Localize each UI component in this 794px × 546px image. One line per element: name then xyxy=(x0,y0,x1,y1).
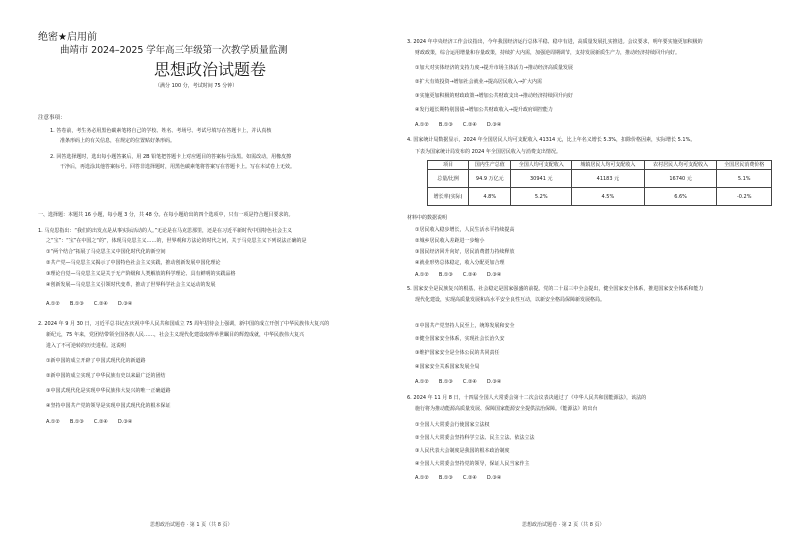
table-header-cell: 城镇居民人均可支配收入 xyxy=(572,161,645,170)
q3-stem-2: 财政政策，综合运用增量和存量政策，持续扩大内需，加强逆周期调节，支持发展新质生产力，推动经济持续回升向好。 xyxy=(415,50,681,56)
q3-choice-3: ③实施更加积极的财政政策→增加公共财政支出→推动经济持续回升向好 xyxy=(415,93,573,99)
q2-choice-3: ③中国式现代化是实现中华民族伟大复兴的唯一正确道路 xyxy=(46,388,171,394)
secret-label: 绝密★启用前 xyxy=(38,32,97,43)
q1-choice-1: ②共产党—马克思主义揭示了中国特色社会主义实践，推动创新发展中国化理论 xyxy=(46,260,221,266)
page-2 xyxy=(397,0,794,546)
score-note: （满分 100 分，考试时间 75 分钟） xyxy=(155,83,238,89)
q4-stem-1: 4. 国家统计局数据显示，2024 年全国居民人均可支配收入 41314 元，比上年名义增长 5.3%，扣除价格因素，实际增长 5.1%。 xyxy=(407,137,696,143)
q1-stem-3: ①“两个结合”拓展了马克思主义中国化时代化的新空间 xyxy=(46,249,166,255)
table-cell: 30941 元 xyxy=(511,170,572,188)
table-cell: 5.1% xyxy=(717,170,772,188)
q5-choice-4: ④国家安全关系国家发展全局 xyxy=(415,364,480,370)
table-cell: 5.2% xyxy=(511,188,572,206)
q4-choice-2: ②城乡居民收入差距进一步缩小 xyxy=(415,238,485,244)
table-header-cell: 项目 xyxy=(428,161,469,170)
table-header-cell: 农村居民人均可支配收入 xyxy=(644,161,717,170)
table-cell: 增长率(实际) xyxy=(428,188,469,206)
q2-choice-2: ②新中国的成立实现了中华民族有史以来最广泛的团结 xyxy=(46,373,166,379)
table-cell: 4.5% xyxy=(572,188,645,206)
q2-stem-2: 新纪元，75 年来，党团结带领全国各族人民……，社会主义现代化建设取得举世瞩目的辉煌成就，中华民族伟大复兴 xyxy=(46,332,304,338)
table-cell: -0.2% xyxy=(717,188,772,206)
q2-options: A.①② B.①③ C.②④ D.③④ xyxy=(46,419,133,425)
q2-choice-1: ①新中国的成立开辟了中国式现代化的新道路 xyxy=(46,358,146,364)
table-row xyxy=(428,188,772,206)
note-1-line-1: 1. 答卷前，考生务必用黑色碳素笔将自己的学校、姓名、考场号、考试号填写在答题卡上，并认真核 xyxy=(50,128,272,134)
q3-choice-2: ②扩大有效投资→增加社会就业→提高居民收入→扩大内需 xyxy=(415,79,543,85)
q5-choice-3: ③维护国家安全是全体公民的共同责任 xyxy=(415,350,500,356)
footer-page-1: 思想政治试题卷 · 第 1 页（共 8 页） xyxy=(150,522,233,528)
footer-page-2: 思想政治试题卷 · 第 2 页（共 8 页） xyxy=(522,522,605,528)
table-header-cell: 国内生产总值 xyxy=(469,161,511,170)
table-header-row xyxy=(428,161,772,170)
note-2-line-1: 2. 回答选择题时，选出每小题答案后，用 2B 铅笔把答题卡上对应题目的答案标号涂黑。如需改动，用橡皮擦 xyxy=(50,154,292,160)
subject-title: 思想政治试题卷 xyxy=(154,60,267,79)
q2-stem-3: 进入了不可逆转的历史进程。这说明 xyxy=(46,343,127,349)
q1-choice-3: ④创新发展—马克思主义引领时代变革，推动了世界科学社会主义运动的发展 xyxy=(46,282,216,288)
q6-choice-3: ③人民代表大会制度是我国的根本政治制度 xyxy=(415,448,510,454)
q3-options: A.①② B.①③ C.②④ D.③④ xyxy=(415,122,502,128)
q6-stem-1: 6. 2024 年 11 月 8 日，十四届全国人大常委会第十二次会议表决通过了《中华人民共和国能源法》，该法的 xyxy=(407,395,647,401)
table-cell: 总量/比例 xyxy=(428,170,469,188)
q5-stem-1: 5. 国家安全是民族复兴的根基，社会稳定是国家强盛的前提。党的二十届三中全会提出，健全国家安全体系，推进国家安全体系和能力 xyxy=(407,286,704,292)
table-header-cell: 全国人均可支配收入 xyxy=(511,161,572,170)
notes-heading: 注意事项： xyxy=(38,115,66,121)
exam-title: 曲靖市 2024–2025 学年高三年级第一次教学质量监测 xyxy=(60,45,288,56)
q5-choice-1: ①中国共产党坚持人民至上，统筹发展和安全 xyxy=(415,323,515,329)
q6-choice-2: ②全国人大常委会坚持科学立法、民主立法、依法立法 xyxy=(415,435,535,441)
section-1-heading: 一、选择题：本题共 16 小题，每小题 3 分，共 48 分。在每小题给出的四个选项中，只有一项是符合题目要求的。 xyxy=(38,212,294,218)
q3-choice-4: ④发行超长期特别国债→增加公共财政收入→提升政府调控能力 xyxy=(415,107,553,113)
q1-stem-1: 1. 马克思指出：“我们的出发点是从事实际活动的人。”无论是在马克思那里，还是在习近平新时代中国特色社会主义 xyxy=(38,228,293,234)
q6-stem-2: 施行将为推动能源高质量发展、保障国家能源安全提供法治保障。《能源法》的出台 xyxy=(415,406,598,412)
q3-choice-1: ①加大对实体经济的支持力度→提升市场主体活力→推动经济高质量发展 xyxy=(415,65,573,71)
q4-after-table: 材料中的数据说明 xyxy=(407,215,448,221)
q1-choice-2: ③理论自觉—马克思主义是关于无产阶级和人类解放的科学理论、具有鲜明的实践品格 xyxy=(46,271,236,277)
q4-choice-1: ①居民收入稳步增长，人民生活水平持续提高 xyxy=(415,227,515,233)
q5-choice-2: ②健全国家安全体系，实现社会长治久安 xyxy=(415,336,505,342)
q3-stem-1: 3. 2024 年中央经济工作会议指出，今年我国经济运行总体平稳、稳中有进，高质量发展扎实推进。会议要求，明年要实施更加积极的 xyxy=(407,39,703,45)
q6-options: A.①② B.①③ C.②④ D.③④ xyxy=(415,475,502,481)
q6-choice-4: ④全国人大常委会坚持党的领导，保证人民当家作主 xyxy=(415,461,530,467)
q6-choice-1: ①全国人大常委会行使国家立法权 xyxy=(415,422,490,428)
table-cell: 94.9 万亿元 xyxy=(469,170,511,188)
q4-stem-2: 下表为国家统计局发布的 2024 年全国居民收入与消费支出情况。 xyxy=(415,149,561,155)
note-2-line-2: 干净后，再选涂其他答案标号。回答非选择题时，用黑色碳素笔将答案写在答题卡上。写在本试卷上无效。 xyxy=(60,164,296,170)
q5-options: A.①② B.①③ C.②④ D.③④ xyxy=(415,379,502,385)
table-cell: 6.6% xyxy=(644,188,717,206)
table-cell: 4.8% xyxy=(469,188,511,206)
table-cell: 41183 元 xyxy=(572,170,645,188)
q1-stem-2: 之“宝”：“宝”在中国之“的”，体现马克思主义……的，世界观和方法论的时代之问，关于马克思主义下列说法正确的是 xyxy=(46,238,307,244)
q4-choice-3: ③国民经济回升向好，居民消费潜力持续释放 xyxy=(415,249,515,255)
q4-options: A.①② B.①③ C.②④ D.③④ xyxy=(415,272,502,278)
table-row xyxy=(428,170,772,188)
q1-options: A.①② B.①③ C.②④ D.③④ xyxy=(46,301,133,307)
income-table xyxy=(427,160,772,206)
note-1-line-2: 准条形码上的有关信息，在规定的位置贴好条形码。 xyxy=(60,138,176,144)
table-cell: 16740 元 xyxy=(644,170,717,188)
q4-choice-4: ④就业形势总体稳定，收入分配更加合理 xyxy=(415,260,505,266)
q2-stem-1: 2. 2024 年 9 月 30 日，习近平总书记在庆祝中华人民共和国成立 75 周年招待会上强调，新中国的成立开创了中华民族伟大复兴的 xyxy=(38,321,330,327)
table-header-cell: 全国居民消费价格 xyxy=(717,161,772,170)
q5-stem-2: 现代化建设，实现高质量发展和高水平安全良性互动，以新安全格局保障新发展格局。 xyxy=(415,297,606,303)
q2-choice-4: ④坚持中国共产党的领导是实现中国式现代化的根本保证 xyxy=(46,403,171,409)
